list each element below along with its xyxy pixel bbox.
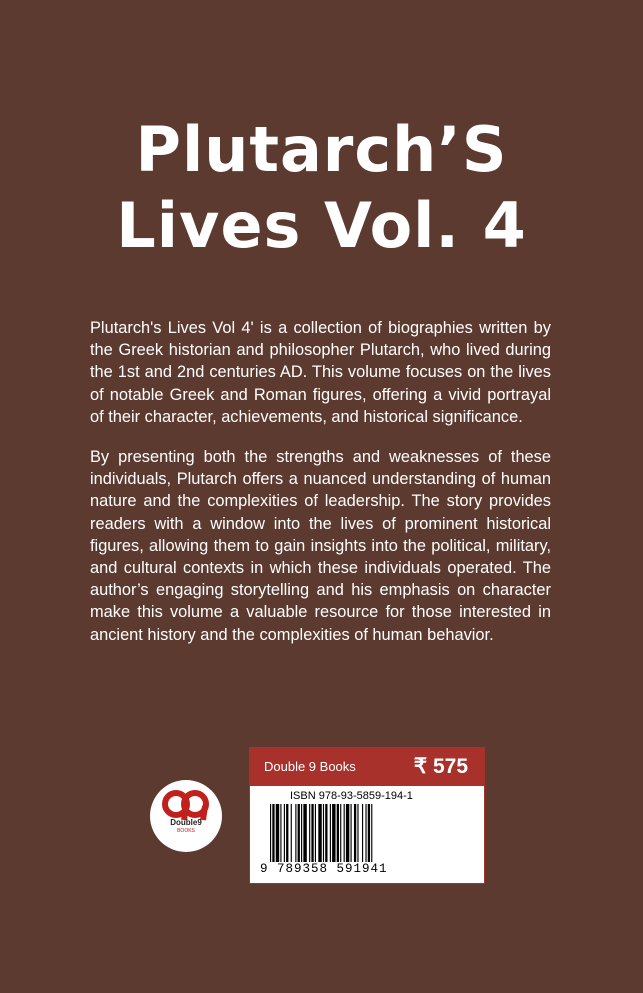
- barcode-bar: [318, 804, 321, 862]
- barcode-bar: [365, 804, 366, 862]
- barcode-digits: 9 789358 591941: [260, 862, 388, 876]
- publisher-logo: [150, 780, 222, 852]
- barcode-bar: [301, 804, 302, 862]
- title-line-2: Lives Vol. 4: [116, 189, 527, 262]
- barcode-bar: [280, 804, 281, 862]
- barcode-bar: [354, 804, 356, 862]
- publisher-name: Double 9 Books: [264, 759, 356, 774]
- barcode-bar: [286, 804, 288, 862]
- book-title: [0, 112, 643, 264]
- blurb: [90, 317, 551, 664]
- barcode-bar: [309, 804, 310, 862]
- barcode-bar: [357, 804, 358, 862]
- barcode-bar: [330, 804, 331, 862]
- barcode-bar: [362, 804, 363, 862]
- barcode-bar: [351, 804, 352, 862]
- barcode-bar: [315, 804, 316, 862]
- price-barcode-box: [249, 747, 485, 884]
- price-label: ₹ 575: [413, 755, 468, 778]
- barcode-bar: [272, 804, 274, 862]
- barcode-bar: [332, 804, 335, 862]
- barcode-bar: [325, 804, 327, 862]
- barcode-bar: [270, 804, 271, 862]
- logo-name: Double9: [170, 818, 202, 827]
- barcode-bar: [368, 804, 370, 862]
- double9-logo-icon: [150, 780, 222, 852]
- title-line-1: Plutarch’S: [135, 113, 508, 186]
- barcode-bar: [295, 804, 296, 862]
- barcode-bar: [303, 804, 306, 862]
- barcode-bar: [344, 804, 345, 862]
- price-bar: [250, 748, 484, 786]
- barcode-bar: [291, 804, 292, 862]
- barcode-bar: [323, 804, 324, 862]
- blurb-paragraph-2: By presenting both the strengths and weaknesses of these individuals, Plutarch offers a nuanced understanding of human nature and the complexities of leadership. The story provides readers with a window into the lives of prominent historical figures, allowing them to gain insights into the political, military, and cultural contexts in which these individuals operated. The author’s engaging storytelling and his emphasis on character make this volume a valuable resource for those interested in ancient history and the complexities of human behavior.: [90, 448, 551, 644]
- barcode-bar: [340, 804, 341, 862]
- barcode-bar: [371, 804, 372, 862]
- barcode-bar: [346, 804, 349, 862]
- logo-sub: BOOKS: [177, 828, 195, 834]
- barcode-bar: [298, 804, 300, 862]
- barcode-bar: [337, 804, 339, 862]
- barcode-bar: [276, 804, 279, 862]
- barcode-bar: [311, 804, 313, 862]
- barcode-icon: [268, 804, 472, 862]
- blurb-paragraph-1: Plutarch's Lives Vol 4' is a collection of biographies written by the Greek historian and philosopher Plutarch, who lived during the 1st and 2nd centuries AD. This volume focuses on the lives of notable Greek and Roman figures, offering a vivid portrayal of their character, achievements, and historical significance.: [90, 319, 551, 426]
- barcode-bar: [284, 804, 285, 862]
- isbn-label: ISBN 978-93-5859-194-1: [290, 790, 413, 802]
